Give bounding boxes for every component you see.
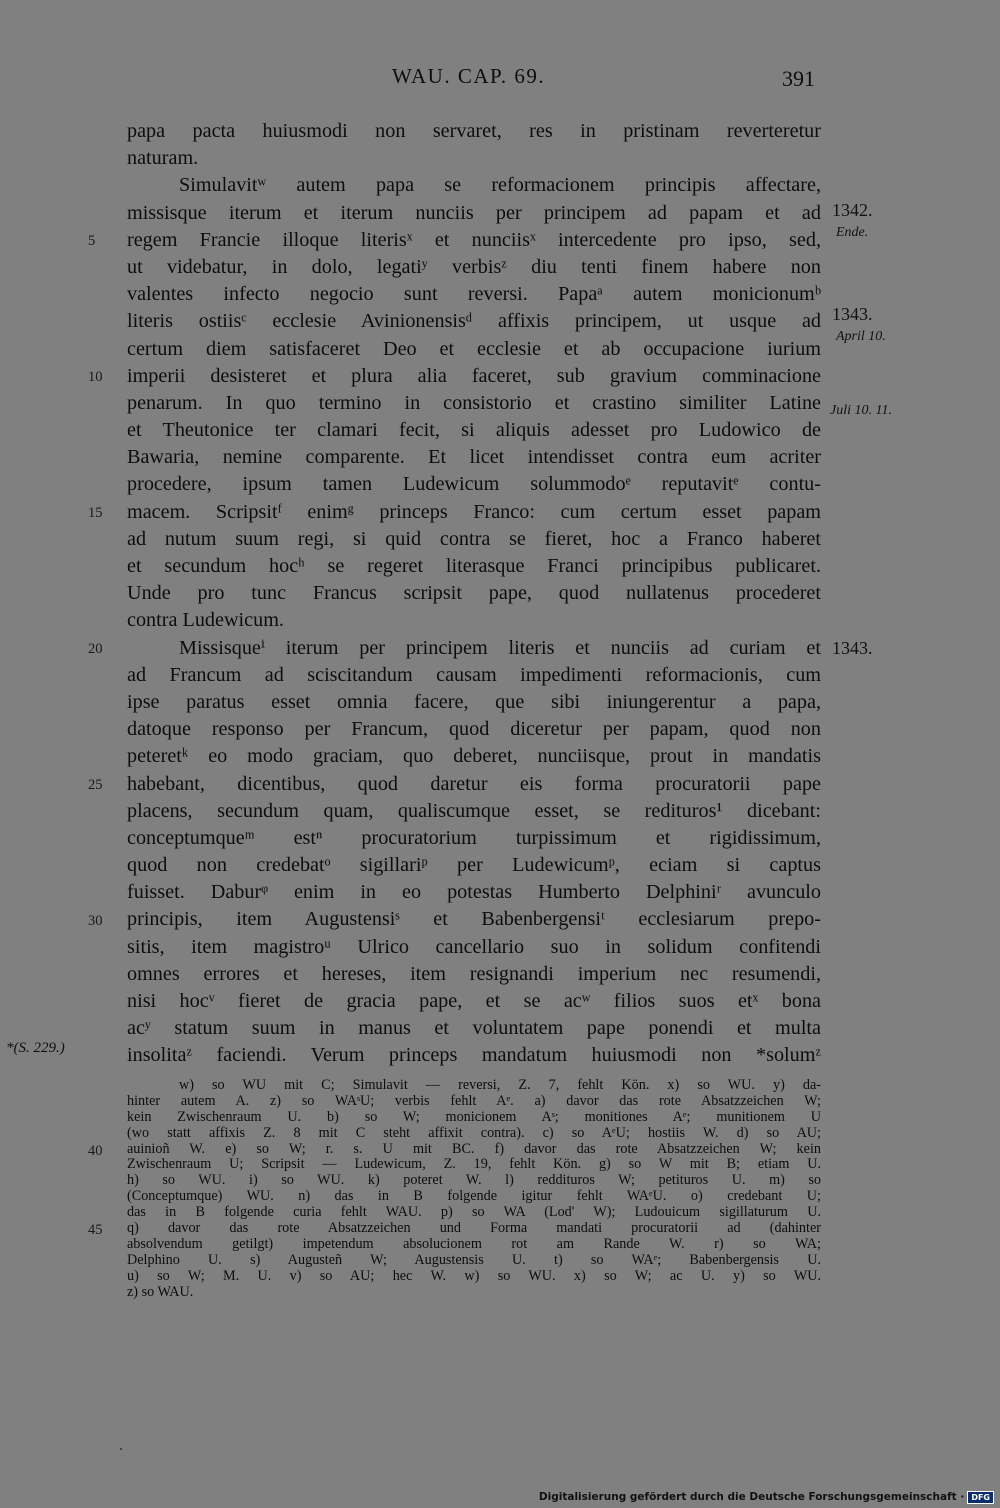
- text-line: ad Francum ad sciscitandum causam impedimenti reformacionis, cum: [127, 663, 821, 686]
- footnote-line: (Conceptumque) WU. n) das in B folgende igitur fehlt WAᵉU. o) credebant U;: [127, 1189, 821, 1205]
- credit-text: Digitalisierung gefördert durch die Deutsche Forschungsgemeinschaft ·: [538, 1491, 965, 1503]
- line-number: 5: [88, 233, 96, 249]
- text-line: regem Francie illoque literisˣ et nunciisˣ intercedente pro ipso, sed,: [127, 228, 821, 251]
- line-number: 20: [88, 641, 103, 657]
- margin-date-note: [832, 200, 873, 243]
- text-line: Simulavitʷ autem papa se reformacionem principis affectare,: [179, 174, 821, 197]
- footnote-line: auinioñ W. e) so W; r. s. U mit BC. f) davor das rote Absatzzeichen W; kein: [127, 1141, 821, 1157]
- text-line: fuisset. Daburᵠ enim in eo potestas Humberto Delphiniʳ avunculo: [127, 881, 821, 904]
- margin-year: 1342.: [832, 200, 873, 220]
- footnote-line-number: 40: [88, 1143, 103, 1159]
- margin-date: Ende.: [836, 225, 869, 240]
- line-number: 10: [88, 369, 103, 385]
- text-line: naturam.: [127, 147, 199, 170]
- text-line: imperii desisteret et plura alia faceret, sub gravium comminacione: [127, 364, 821, 387]
- text-line: certum diem satisfaceret Deo et ecclesie et ab occupacione iurium: [127, 337, 821, 360]
- text-line: sitis, item magistroᵘ Ulrico cancellario suo in solidum confitendi: [127, 935, 821, 958]
- text-line: insolitaᶻ faciendi. Verum princeps mandatum huiusmodi non *solumᶻ: [127, 1044, 821, 1067]
- scan-speck: [120, 1448, 122, 1450]
- text-line: placens, secundum quam, qualiscumque esset, se redituros¹ dicebant:: [127, 799, 821, 822]
- margin-date-note: [832, 304, 886, 347]
- footnote-line: Zwischenraum U; Scripsit — Ludewicum, Z. 19, fehlt Kön. g) so W mit B; etiam U.: [127, 1157, 821, 1173]
- text-line: Unde pro tunc Francus scripsit pape, quod nullatenus procederet: [127, 582, 821, 605]
- page-number: 391: [782, 66, 815, 91]
- text-line: et Theutonice ter clamari fecit, si aliquis adesset pro Ludowico de: [127, 419, 821, 442]
- text-line: conceptumqueᵐ estⁿ procuratorium turpissimum et rigidissimum,: [127, 826, 821, 849]
- text-line: nisi hocᵛ fieret de gracia pape, et se acʷ filios suos etˣ bona: [127, 990, 821, 1012]
- text-line: et secundum hocʰ se regeret literasque Franci principibus publicaret.: [127, 555, 821, 577]
- text-line: ut videbatur, in dolo, legatiʸ verbisᶻ diu tenti finem habere non: [127, 255, 821, 278]
- footnote-line: h) so WU. i) so WU. k) poteret W. l) reddituros W; petituros U. m) so: [127, 1173, 821, 1189]
- text-line: Missisqueⁱ iterum per principem literis et nunciis ad curiam et: [179, 636, 821, 659]
- footnote-line: w) so WU mit C; Simulavit — reversi, Z. 7, fehlt Kön. x) so WU. y) da-: [179, 1078, 821, 1093]
- text-line: omnes errores et hereses, item resignandi imperium nec resumendi,: [127, 962, 821, 985]
- footnote-line: absolvendum getilgt) impetendum absolucionem rot am Rande W. r) so WA;: [127, 1236, 821, 1252]
- running-title: WAU. CAP. 69.: [392, 64, 546, 88]
- footnote-line: q) davor das rote Absatzzeichen und Forma mandati procuratorii ad (dahinter: [127, 1221, 821, 1237]
- line-number: 15: [88, 505, 103, 521]
- margin-date: April 10.: [836, 329, 886, 344]
- footnote-line: Delphino U. s) Augusteñ W; Augustensis U. t) so WAᵉ; Babenbergensis U.: [127, 1252, 821, 1268]
- text-line: valentes infecto negocio sunt reversi. Papaᵃ autem monicionumᵇ: [127, 283, 821, 306]
- text-line: datoque responso per Francum, quod diceretur per papam, quod non: [127, 718, 821, 741]
- text-line: procedere, ipsum tamen Ludewicum solummodoᵉ reputavitᵉ contu-: [127, 473, 821, 496]
- margin-year: 1343.: [832, 638, 873, 658]
- text-line: literis ostiisᶜ ecclesie Avinionensisᵈ affixis principem, ut usque ad: [127, 310, 821, 333]
- text-line: ad nutum suum regi, si quid contra se fieret, hoc a Franco haberet: [127, 527, 821, 550]
- text-line: principis, item Augustensiˢ et Babenbergensiᵗ ecclesiarum prepo-: [127, 908, 821, 931]
- main-text: [127, 118, 821, 1070]
- dfg-logo-icon: DFG: [967, 1491, 994, 1504]
- footnote-line: z) so WAU.: [127, 1284, 194, 1300]
- text-line: ipse paratus esset omnia facere, que sibi iniungerentur a papa,: [127, 690, 821, 713]
- footnote-line: u) so W; M. U. v) so AU; hec W. w) so WU. x) so W; ac U. y) so WU.: [127, 1268, 821, 1284]
- footnote-line-number: 45: [88, 1222, 103, 1238]
- margin-page-reference: *(S. 229.): [6, 1040, 65, 1056]
- text-line: missisque iterum et iterum nunciis per principem ad papam et ad: [127, 201, 821, 224]
- text-line: penarum. In quo termino in consistorio et crastino similiter Latine: [127, 391, 821, 414]
- digitization-credit: [539, 1489, 994, 1505]
- text-line: habebant, dicentibus, quod daretur eis forma procuratorii pape: [127, 772, 821, 795]
- text-line: quod non credebatᵒ sigillariᵖ per Ludewicumᵖ, eciam si captus: [127, 854, 821, 877]
- footnote-line: (wo statt affixis Z. 8 mit C steht affixit contra). c) so AᵉU; hostiis W. d) so AU;: [127, 1125, 821, 1141]
- footnote-line: hinter autem A. z) so WAˢU; verbis fehlt Aᵉ. a) davor das rote Absatzzeichen W;: [127, 1093, 821, 1109]
- text-line: peteretᵏ eo modo graciam, quo deberet, nunciisque, prout in mandatis: [127, 745, 821, 768]
- margin-date-note: [830, 398, 892, 421]
- margin-year: 1343.: [832, 304, 873, 324]
- text-line: macem. Scripsitᶠ enimᵍ princeps Franco: cum certum esset papam: [127, 500, 821, 523]
- footnote-line: kein Zwischenraum U. b) so W; monicionem Aˢ; monitiones Aᵉ; munitionem U: [127, 1109, 821, 1125]
- text-line: Bawaria, nemine comparente. Et licet intendisset contra eum acriter: [127, 446, 821, 469]
- text-line: papa pacta huiusmodi non servaret, res in pristinam reverteretur: [127, 120, 821, 142]
- text-line: acʸ statum suum in manus et voluntatem pape ponendi et multa: [127, 1017, 821, 1040]
- footnote-line: das in B folgende curia fehlt WAU. p) so WA (Lod' W); Ludouicum sigillaturum U.: [127, 1205, 821, 1221]
- running-header: [0, 62, 1000, 96]
- text-line: contra Ludewicum.: [127, 609, 284, 632]
- line-number: 30: [88, 913, 103, 929]
- margin-date: Juli 10. 11.: [830, 403, 892, 418]
- line-number: 25: [88, 777, 103, 793]
- footnotes: [127, 1078, 821, 1300]
